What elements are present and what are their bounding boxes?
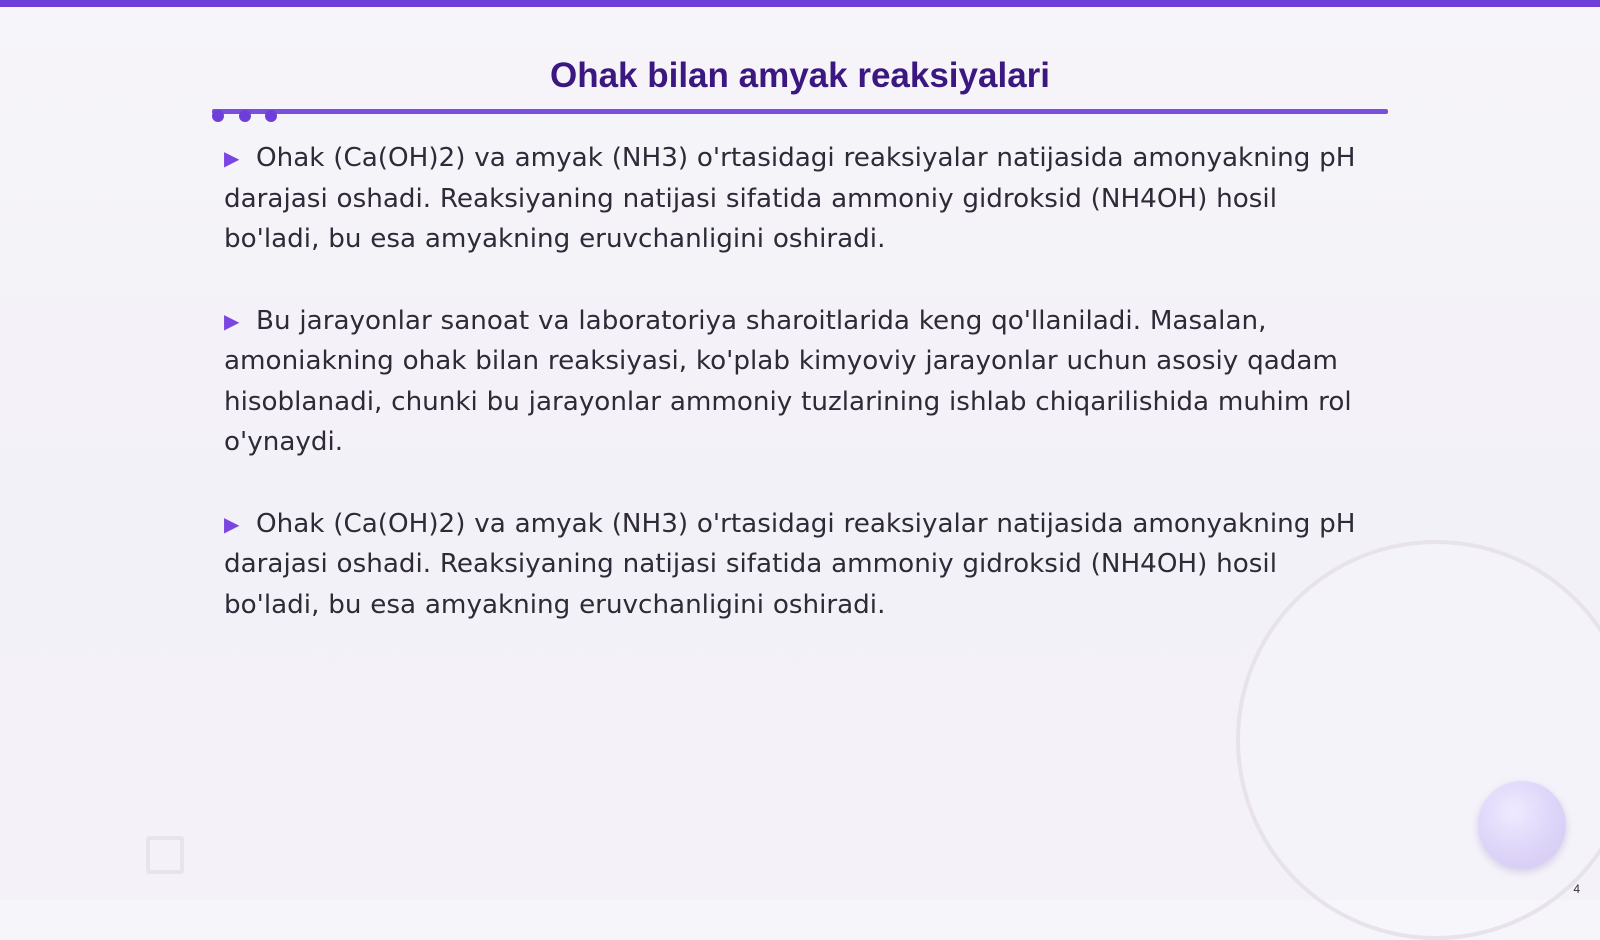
- top-accent-bar: [0, 0, 1600, 7]
- triangle-right-icon: ▶: [224, 308, 240, 333]
- decorative-dot: [239, 110, 251, 122]
- decorative-square: [146, 836, 184, 874]
- bullet-item: [224, 301, 1374, 463]
- bullet-text: Bu jarayonlar sanoat va laboratoriya sharoitlarida keng qo'llaniladi. Masalan, amoniakning ohak bilan reaksiyasi, ko'plab kimyoviy jarayonlar uchun asosiy qadam hisoblanadi, chunki bu jarayonlar ammoniy tuzlarining ishlab chiqarilishida muhim rol o'ynaydi.: [224, 305, 1352, 457]
- bullet-item: [224, 138, 1374, 260]
- slide-title: Ohak bilan amyak reaksiyalari: [549, 56, 1051, 95]
- title-underline: [212, 109, 1388, 114]
- page-number: 4: [1573, 882, 1580, 896]
- decorative-circle: [1478, 781, 1566, 869]
- bullet-text: Ohak (Ca(OH)2) va amyak (NH3) o'rtasidagi reaksiyalar natijasida amonyakning pH darajasi oshadi. Reaksiyaning natijasi sifatida ammoniy gidroksid (NH4OH) hosil bo'ladi, bu esa amyakning eruvchanligini oshiradi.: [224, 143, 1356, 254]
- decorative-dot: [212, 110, 224, 122]
- bullet-item: [224, 504, 1374, 626]
- decorative-dot: [265, 110, 277, 122]
- bullet-list: [224, 138, 1374, 666]
- triangle-right-icon: ▶: [224, 511, 240, 536]
- bullet-text: Ohak (Ca(OH)2) va amyak (NH3) o'rtasidagi reaksiyalar natijasida amonyakning pH darajasi oshadi. Reaksiyaning natijasi sifatida ammoniy gidroksid (NH4OH) hosil bo'ladi, bu esa amyakning eruvchanligini oshiradi.: [224, 508, 1356, 620]
- triangle-right-icon: ▶: [224, 146, 240, 170]
